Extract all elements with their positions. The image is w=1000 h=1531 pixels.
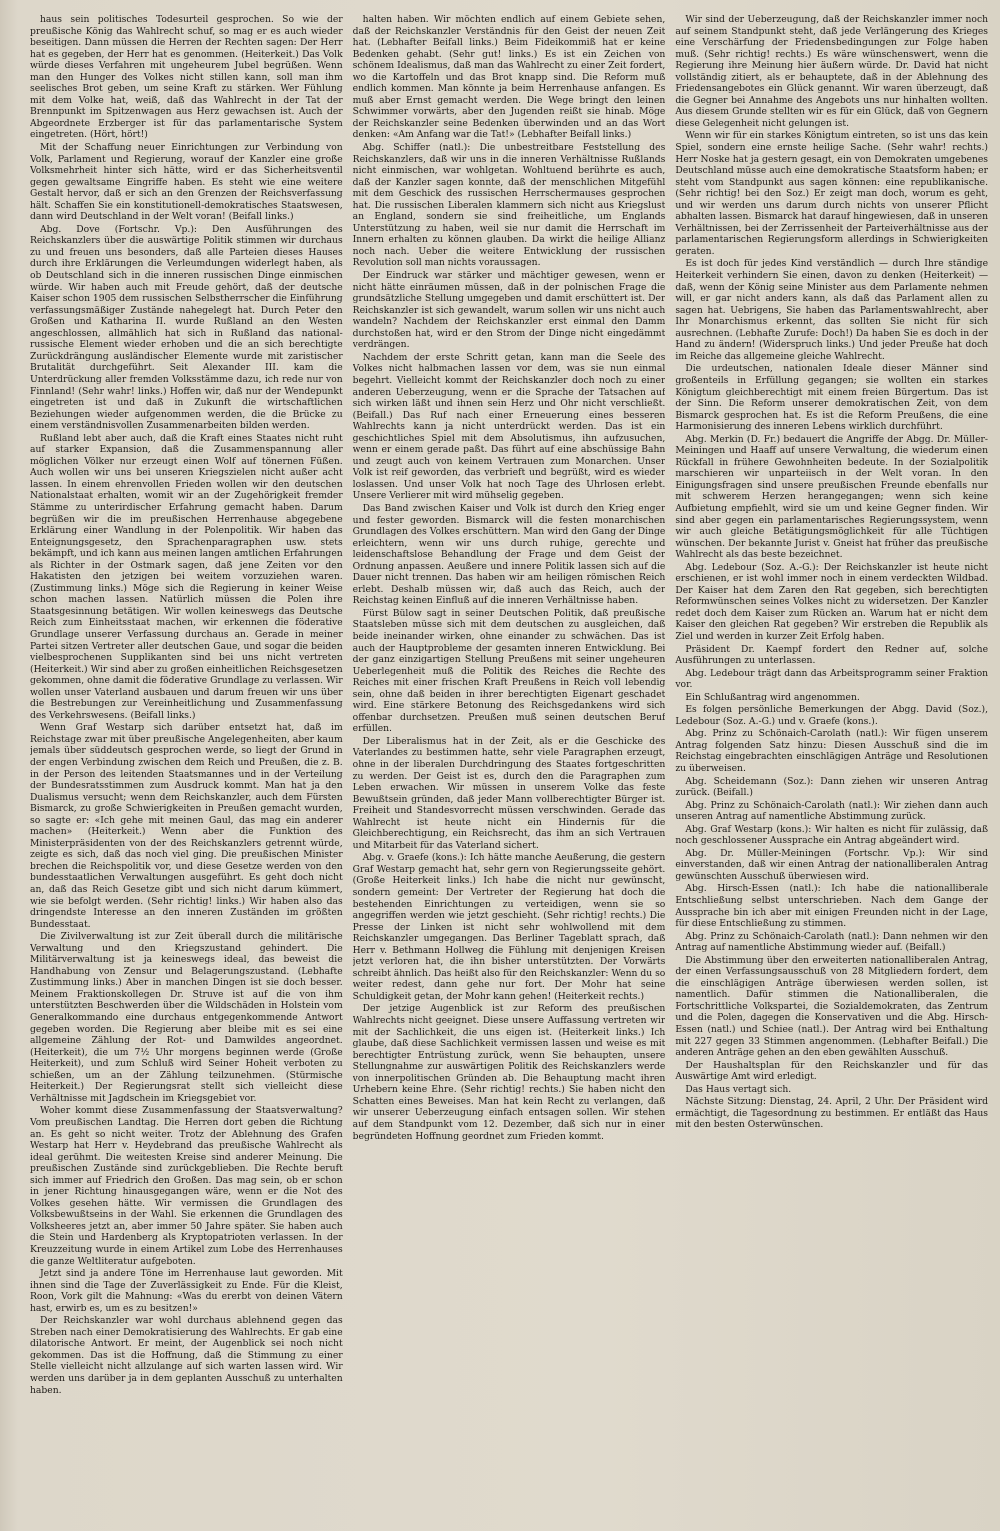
paragraph: Das Haus vertagt sich. — [685, 1083, 792, 1095]
paragraph: Jetzt sind ja andere Töne im Herrenhause laut geworden. Mit ihnen sind die Tage der Zuverlässigkeit zu Ende. Für die Kleist, Roon, Vork gilt die Mahnung: «Was du ererbt von deinen Vätern hast, erwirb es, um es zu besitzen!» — [30, 1268, 343, 1314]
text-columns — [30, 14, 988, 1521]
paragraph: Die Abstimmung über den erweiterten nationalliberalen Antrag, der einen Verfassungsausschuß von 28 Mitgliedern fordert, dem die einschlägigen Anträge überwiesen werden sollen, ist namentlich. Dafür stimmen die Nationalliberalen, die Fortschrittliche Volkspartei, die Sozialdemokraten, das Zentrum und die Polen, dagegen die Konservativen und die Abg. Hirsch-Essen (natl.) und Schiee (natl.). Der Antrag wird bei Enthaltung mit 227 gegen 33 Stimmen angenommen. (Lebhafter Beifall.) Die anderen Anträge gehen an den eben gewählten Ausschuß. — [675, 954, 989, 1059]
paragraph: Abg. Prinz zu Schönaich-Carolath (natl.): Wir fügen unserem Antrag folgenden Satz hinzu: Diesen Ausschuß sind die im Reichstag eingebrachten einschlägigen Anträge und Resolutionen zu überweisen. — [675, 728, 989, 774]
paragraph: Der Reichskanzler war wohl durchaus ablehnend gegen das Streben nach einer Demokratisierung des Wahlrechts. Er gab eine dilatorische Antwort. Er meint, der Augenblick sei noch nicht gekommen. Das ist die Hoffnung, daß die Stimmung zu einer Stelle vielleicht nicht allzulange auf sich warten lassen wird. Wir werden uns darüber ja in dem geplanten Ausschuß zu unterhalten haben. — [30, 1315, 343, 1396]
paragraph: Abg. Scheidemann (Soz.): Dann ziehen wir unseren Antrag zurück. (Beifall.) — [675, 775, 989, 799]
paragraph: Ein Schlußantrag wird angenommen. — [685, 691, 860, 703]
paragraph: Das Band zwischen Kaiser und Volk ist durch den Krieg enger und fester geworden. Bismarck will die festen monarchischen Grundlagen des Volkes erschüttern. Man wird den Gang der Dinge erleichtern, wenn wir uns durch ruhige, gerechte und leidenschaftslose Behandlung der Frage und dem Geist der Ordnung anpassen. Aeußere und innere Politik lassen sich auf die Dauer nicht trennen. Das haben wir am heiligen römischen Reich erlebt. Deshalb müssen wir, daß auch das Reich, auch der Reichstag keinen Einfluß auf die inneren Verhältnisse haben. — [352, 502, 666, 607]
paragraph: Die urdeutschen, nationalen Ideale dieser Männer sind großenteils in Erfüllung gegangen; sie wollten ein starkes Königtum gleichberechtigt mit einem freien Bürgertum. Das ist der Sinn. Die Reform unserer demokratischen Zeit, von dem Bismarck gesprochen hat. Es ist die Reform Preußens, die eine Harmonisierung des inneren Lebens wirklich durchführt. — [675, 363, 989, 433]
paragraph: Abg. v. Graefe (kons.): Ich hätte manche Aeußerung, die gestern Graf Westarp gemacht hat, sehr gern von Regierungsseite gehört. (Große Heiterkeit links.) Ich habe die nicht nur gewünscht, sondern gemeint: Der Vertreter der Regierung hat doch die bestehenden Einrichtungen zu verteidigen, wenn sie so angegriffen werden wie jetzt geschieht. (Sehr richtig! rechts.) Die Presse der Linken ist nicht sehr wohlwollend mit dem Reichskanzler umgegangen. Das Berliner Tageblatt sprach, daß Herr v. Bethmann Hollweg die Fühlung mit denjenigen Kreisen jetzt verloren hat, die ihn bisher unterstützten. Der Vorwärts schreibt ähnlich. Das heißt also für den Reichskanzler: Wenn du so weiter redest, dann gehe nur fort. Der Mohr hat seine Schuldigkeit getan, der Mohr kann gehen! (Heiterkeit rechts.) — [352, 852, 666, 1002]
paragraph: Wenn Graf Westarp sich darüber entsetzt hat, daß im Reichstage zwar mit über preußische Angelegenheiten, aber kaum jemals über süddeutsch gesprochen werde, so liegt der Grund in der engen Verbindung zwischen dem Reich und Preußen, die z. B. in der Person des leitenden Staatsmannes und in der Verteilung der Bundesratsstimmen zum Ausdruck kommt. Man hat ja den Dualismus versucht; wenn dem Reichskanzler, auch dem Fürsten Bismarck, zu große Schwierigkeiten in Preußen gemacht wurden, so sagte er: «Ich gehe mit meinen Gaul, das mag ein anderer machen» (Heiterkeit.) Wenn aber die Funktion des Ministerpräsidenten von der des Reichskanzlers getrennt würde, zeigte es sich, daß das noch viel ging. Die preußischen Minister brechen die Reichspolitik vor, und diese Gesetze werden von den bundesstaatlichen Verwaltungen ausgeführt. Es geht doch nicht an, daß das Reich Gesetze gibt und sich nicht darum kümmert, wie sie befolgt werden. (Sehr richtig! links.) Wir haben also das dringendste Interesse an den inneren Zuständen im größten Bundesstaat. — [30, 722, 343, 930]
paragraph: Abg. Hirsch-Essen (natl.): Ich habe die nationalliberale Entschließung selbst unterschrieben. Nach dem Gange der Aussprache bin ich aber mit einigen Freunden nicht in der Lage, für diese Entschließung zu stimmen. — [675, 883, 989, 930]
paragraph: Abg. Ledebour (Soz. A.-G.): Der Reichskanzler ist heute nicht erschienen, er ist wohl immer noch in einem verdeckten Wildbad. Der Kaiser hat dem Zaren den Rat gegeben, sich berechtigten Reformwünschen seines Volkes nicht zu widersetzen. Der Kanzler redet doch dem Kaiser zum Rücken an. Warum hat er nicht dem Kaiser den gleichen Rat gegeben? Wir erstreben die Republik als Ziel und werden in kurzer Zeit Erfolg haben. — [675, 561, 989, 642]
column-middle — [353, 14, 666, 1521]
paragraph: Fürst Bülow sagt in seiner Deutschen Politik, daß preußische Staatsleben müsse sich mit dem deutschen zu ausgleichen, daß beide ineinander wirken, ohne einander zu schwächen. Das ist auch der Hauptprobleme der gesamten inneren Entwicklung. Bei der ganz einzigartigen Stellung Preußens mit seiner ungeheuren Ueberlegenheit muß die Politik des Reiches die Rechte des Reiches mit einer frischen Kraft Preußens in Reich voll lebendig sein, ohne daß beiden in ihrer berechtigten Eigenart geschadet wird. Eine stärkere Betonung des Reichsgedankens wird sich offenbar durchsetzen. Preußen muß seinen deutschen Beruf erfüllen. — [352, 607, 666, 735]
paragraph: Präsident Dr. Kaempf fordert den Redner auf, solche Ausführungen zu unterlassen. — [675, 643, 989, 667]
paragraph: Nachdem der erste Schritt getan, kann man die Seele des Volkes nicht halbmachen lassen vor dem, was sie nun einmal begehrt. Vielleicht kommt der Reichskanzler doch noch zu einer anderen Ueberzeugung, wenn er die Sprache der Tatsachen auf sich wirken läßt und ihnen sein Herz und Ohr nicht verschließt. (Beifall.) Das Ruf nach einer Erneuerung eines besseren Wahlrechts kann ja nicht unterdrückt werden. Das ist ein geschichtliches Spiel mit dem Absolutismus, ihn aufzusuchen, wenn er einem gerade paßt. Das führt auf eine abschüssige Bahn und zeugt auch von keinem Vertrauen zum Monarchen. Unser Volk ist reif geworden, das verbrieft und begrüßt, wird es wieder loslassen. Und unser Volk hat noch Tage des Uhrlosen erlebt. Unsere Verlierer mit wird mühselig gegeben. — [352, 351, 666, 502]
column-right — [675, 14, 988, 1521]
paragraph: Abg. Prinz zu Schönaich-Carolath (natl.): Wir ziehen dann auch unseren Antrag auf namentliche Abstimmung zurück. — [675, 799, 989, 823]
paragraph: Woher kommt diese Zusammenfassung der Staatsverwaltung? Vom preußischen Landtag. Die Herren dort geben die Richtung an. Es geht so nicht weiter. Trotz der Ablehnung des Grafen Westarp hat Herr v. Heydebrand das preußische Wahlrecht als ideal gerühmt. Die weitesten Kreise sind anderer Meinung. Die preußischen Zustände sind zurückgeblieben. Die Rechte beruft sich immer auf Friedrich den Großen. Das mag sein, ob er schon in jener Richtung hinausgegangen wäre, wenn er die Not des Volkes gesehen hätte. Wir vermissen die Grundlagen des Volksbewußtseins in der Wahl. Sie erkennen die Grundlagen des Volksheeres jetzt an, aber immer 50 Jahre später. Sie haben auch die Stein und Hardenberg als Kryptopatrioten verlassen. In der Kreuzzeitung wurde in einem Artikel zum Lobe des Herrenhauses die ganze Weltliteratur aufgeboten. — [30, 1105, 343, 1267]
paragraph: Nächste Sitzung: Dienstag, 24. April, 2 Uhr. Der Präsident wird ermächtigt, die Tagesordnung zu bestimmen. Er entläßt das Haus mit den besten Osterwünschen. — [675, 1096, 989, 1131]
paragraph: Wenn wir für ein starkes Königtum eintreten, so ist uns das kein Spiel, sondern eine ernste heilige Sache. (Sehr wahr! rechts.) Herr Noske hat ja gestern gesagt, ein von Demokraten umgebenes Deutschland müsse auch eine demokratische Staatsform haben; er steht vom Standpunkt aus sagen können: eine republikanische. (Sehr richtig! bei den Soz.) Er zeigt man doch, worum es geht, und wir werden uns darum durch nichts von unserer Pflicht abhalten lassen. Bismarck hat darauf hingewiesen, daß in unseren Verhältnissen, bei der Zerrissenheit der Parteiverhältnisse aus der parlamentarischen Regierungsform allerdings in Schwierigkeiten geraten. — [675, 130, 989, 257]
paragraph: Es ist doch für jedes Kind verständlich — durch Ihre ständige Heiterkeit verhindern Sie einen, davon zu denken (Heiterkeit) — daß, wenn der König seine Minister aus dem Parlamente nehmen will, er gar nicht anders kann, als daß das Parlament allen zu sagen hat. Uebrigens, Sie haben das Parlamentswahlrecht, aber Ihr Monarchismus erkennt, das sollten Sie nicht für sich ausrechnen. (Lebhafte Zurufe: Doch!) Da haben Sie es doch in der Hand zu ändern! (Widerspruch links.) Und jeder Preuße hat doch im Reiche das allgemeine gleiche Wahlrecht. — [675, 258, 989, 362]
paragraph: Abg. Dove (Fortschr. Vp.): Den Ausführungen des Reichskanzlers über die auswärtige Politik stimmen wir durchaus zu und freuen uns besonders, daß alle Parteien dieses Hauses durch ihre Erklärungen die Verleumdungen widerlegt haben, als ob Deutschland sich in die inneren russischen Dinge einmischen würde. Wir haben auch mit Freude gehört, daß der deutsche Kaiser schon 1905 dem russischen Selbstherrscher die Einführung verfassungsmäßiger Zustände nahegelegt hat. Durch Peter den Großen und Katharina II. wurde Rußland an den Westen angeschlossen, allmählich hat sich in Rußland das national-russische Element wieder erhoben und die an sich berechtigte Zurückdrängung ausländischer Elemente wurde mit zaristischer Brutalität durchgeführt. Seit Alexander III. kam die Unterdrückung aller fremden Volksstämme dazu, ich rede nur von Finnland! (Sehr wahr! links.) Hoffen wir, daß nur der Wendepunkt eingetreten ist und daß in Zukunft die wirtschaftlichen Beziehungen wieder aufgenommen werden, die die Brücke zu einem verständnisvollen Zusammenarbeiten bilden werden. — [30, 223, 343, 432]
paragraph: Abg. Prinz zu Schönaich-Carolath (natl.): Dann nehmen wir den Antrag auf namentliche Abstimmung wieder auf. (Beifall.) — [675, 930, 989, 954]
paragraph: Wir sind der Ueberzeugung, daß der Reichskanzler immer noch auf seinem Standpunkt steht, daß jede Verlängerung des Krieges eine Verschärfung der Friedensbedingungen zur Folge haben muß. (Sehr richtig! rechts.) Es wäre wünschenswert, wenn die Regierung ihre Meinung hier äußern würde. Dr. David hat nicht vollständig zitiert, als er behauptete, daß in der Ablehnung des Friedensangebotes ein Glück genannt. Wir waren überzeugt, daß die Gegner bei Annahme des Angebots uns nur hinhalten wollten. Aus diesem Grunde stellten wir es für ein Glück, daß von Gegnern diese Gelegenheit nicht gelungen ist. — [675, 14, 989, 129]
paragraph: Abg. Ledebour trägt dann das Arbeitsprogramm seiner Fraktion vor. — [675, 667, 989, 691]
paragraph: halten haben. Wir möchten endlich auf einem Gebiete sehen, daß der Reichskanzler Verständnis für den Geist der neuen Zeit hat. (Lebhafter Beifall links.) Beim Fideikommiß hat er keine Bedenken gehabt. (Sehr gut! links.) Es ist ein Zeichen von schönem Idealismus, daß man das Wahlrecht zu einer Zeit fordert, wo die Kartoffeln und das Brot knapp sind. Die Reform muß endlich kommen. Man könnte ja beim Herrenhause anfangen. Es muß aber Ernst gemacht werden. Die Wege bringt den leinen Schwimmer vorwärts, aber den Jugenden reißt sie hinab. Möge der Reichskanzler seine Bedenken überwinden und an das Wort denken: «Am Anfang war die Tat!» (Lebhafter Beifall links.) — [352, 14, 666, 141]
column-left — [30, 14, 343, 1521]
paragraph: Es folgen persönliche Bemerkungen der Abgg. David (Soz.), Ledebour (Soz. A.-G.) und v. Graefe (kons.). — [675, 704, 989, 727]
paragraph: haus sein politisches Todesurteil gesprochen. So wie der preußische König das Wahlrecht schuf, so mag er es auch wieder beseitigen. Dann müssen die Herren der Rechten sagen: Der Herr hat es gegeben, der Herr hat es genommen. (Heiterkeit.) Das Volk würde dieses Verfahren mit ungeheurem Jubel begrüßen. Wenn man den Hunger des Volkes nicht stillen kann, soll man ihm seelisches Brot geben, um seine Kraft zu stärken. Wer Fühlung mit dem Volke hat, weiß, daß das Wahlrecht in der Tat der Brennpunkt im Spitzenwagen aus Herz gewachsen ist. Auch der Abgeordnete Erzberger ist für das parlamentarische System eingetreten. (Hört, hört!) — [30, 14, 343, 141]
paragraph: Abg. Merkin (D. Fr.) bedauert die Angriffe der Abgg. Dr. Müller-Meiningen und Haaff auf unsere Verwaltung, die wiederum einen Rückfall in frühere Gewohnheiten bedeute. In der Sozialpolitik marschieren wir unparteiisch in der Welt voran. In den Einigungsfragen sind unsere preußischen Freunde ebenfalls nur mit schwerem Herzen herangegangen; wenn sich keine Aufbietung empfiehlt, wird sie um und keine Gegner finden. Wir sind aber gegen ein parlamentarisches Regierungssystem, wenn wir auch gleiche Betätigungsmöglichkeit für alle Tüchtigen wünschen. Der bekannte Jurist v. Gneist hat früher das preußische Wahlrecht als das beste bezeichnet. — [675, 433, 989, 561]
paragraph: Abg. Graf Westarp (kons.): Wir halten es nicht für zulässig, daß noch geschlossener Aussprache ein Antrag abgeändert wird. — [675, 823, 989, 847]
paragraph: Abg. Schiffer (natl.): Die unbestreitbare Feststellung des Reichskanzlers, daß wir uns in die inneren Verhältnisse Rußlands nicht einmischen, war wohlgetan. Wohltuend berührte es auch, daß der Kanzler sagen konnte, daß der menschlichen Mitgefühl mit dem Geschick des russischen Herrschermauses gesprochen hat. Die russischen Liberalen klammern sich nicht aus Kriegslust an England, sondern sie sind freiheitliche, um Englands Unterstützung zu haben, weil sie nur damit die Herrschaft im Innern erhalten zu können glauben. Da wirkt die heilige Allianz noch nach. Ueber die weitere Entwicklung der russischen Revolution soll man nichts voraussagen. — [352, 142, 666, 269]
paragraph: Der Haushaltsplan für den Reichskanzler und für das Auswärtige Amt wird erledigt. — [675, 1059, 989, 1083]
paragraph: Abg. Dr. Müller-Meiningen (Fortschr. Vp.): Wir sind einverstanden, daß wir einen Antrag der nationalliberalen Antrag gewünschten Ausschuß überwiesen wird. — [675, 847, 989, 882]
paragraph: Die Zivilverwaltung ist zur Zeit überall durch die militärische Verwaltung und den Kriegszustand gehindert. Die Militärverwaltung ist ja keineswegs ideal, das beweist die Handhabung von Zensur und Belagerungszustand. (Lebhafte Zustimmung links.) Aber in manchen Dingen ist sie doch besser. Meinem Fraktionskollegen Dr. Struve ist auf die von ihm unterstützten Beschwerden über die Wildschäden in Holstein vom Generalkommando eine durchaus entgegenkommende Antwort gegeben worden. Die Regierung aber bleibe mit es sei eine allgemeine Zählung der Rot- und Damwildes angeordnet. (Heiterkeit), die um 7½ Uhr morgens beginnen werde (Große Heiterkeit), und zum Schluß wird Seiner Hoheit verboten zu schießen, um an der Zählung teilzunehmen. (Stürmische Heiterkeit.) Der Regierungsrat stellt sich vielleicht diese Verhältnisse mit Jagdschein im Kriegsgebiet vor. — [30, 931, 343, 1104]
paragraph: Rußland lebt aber auch, daß die Kraft eines Staates nicht ruht auf starker Expansion, daß die Zusammenspannung aller möglichen Völker nur erzeugt einen Wolf auf tönernen Füßen. Auch wollen wir uns bei unseren Kriegszielen nicht außer acht lassen. In einem ehrenvollen Frieden wollen wir den deutschen Nationalstaat erhalten, womit wir an der Zugehörigkeit fremder Stämme zu unterirdischer Erfahrung gemacht haben. Darum begrüßen wir die im preußischen Herrenhause abgegebene Erklärung einer Wandlung in der Polenpolitik. Wir haben das Enteignungsgesetz, den Sprachenparagraphen usw. stets bekämpft, und ich kann aus meinen langen amtlichen Erfahrungen als Richter in der Ostmark sagen, daß jene Zeiten vor den Hakatisten den jetzigen bei weitem vorzuziehen waren. (Zustimmung links.) Möge sich die Regierung in keiner Weise schon machen lassen. Natürlich müssen die Polen ihre Staatsgesinnung betätigen. Wir wollen keineswegs das Deutsche Reich zum Einheitsstaat machen, wir erkennen die föderative Grundlage unserer Verfassung durchaus an. Gerade in meiner Partei sitzen Vertreter aller deutschen Gaue, und sogar die beiden vielbesprochenen Supplikanten sind bei uns nicht vertreten (Heiterkeit.) Wir sind aber zu großen einheitlichen Reichsgesetzen gekommen, ohne damit die föderative Grundlage zu verlassen. Wir wollen unser Vaterland ausbauen und darum freuen wir uns über die Bestrebungen zur Vereinheitlichung und Zusammenfassung des Verkehrswesens. (Beifall links.) — [30, 432, 343, 721]
paragraph: Der Liberalismus hat in der Zeit, als er die Geschicke des Vaterlandes zu bestimmen hatte, sehr viele Paragraphen erzeugt, ohne in der liberalen Durchdringung des Staates fortgeschritten zu werden. Der Geist ist es, durch den die Paragraphen zum Leben erwachen. Wir müssen in unserem Volke das feste Bewußtsein gründen, daß jeder Mann vollberechtigter Bürger ist. Freiheit und Standesvorrecht müssen verschwinden. Gerade das Wahlrecht ist heute nicht ein Hindernis für die Gleichberechtigung, ein Reichsrecht, das ihm an sich Vertrauen und Mitarbeit für das Vaterland sichert. — [352, 735, 666, 851]
paragraph: Mit der Schaffung neuer Einrichtungen zur Verbindung von Volk, Parlament und Regierung, worauf der Kanzler eine große Volksmehrheit hinter sich hätte, wird er das Sicherheitsventil gegen gewaltsame Eingriffe haben. Es steht wie eine weitere Gestalt hervor, daß er sich an den Grenzen der Reichsverfassung hält. Schaffen Sie ein konstitutionell-demokratisches Staatswesen, dann wird Deutschland in der Welt voran! (Beifall links.) — [30, 142, 343, 223]
paragraph: Der jetzige Augenblick ist zur Reform des preußischen Wahlrechts nicht geeignet. Diese unsere Auffassung vertreten wir mit der Sachlichkeit, die uns eigen ist. (Heiterkeit links.) Ich glaube, daß diese Sachlichkeit vermissen lassen und weise es mit berechtigter Entrüstung zurück, wenn Sie behaupten, unsere Stellungnahme zur auswärtigen Politik des Reichskanzlers werde von innerpolitischen Gründen ab. Die Behauptung macht ihren Urhebern keine Ehre. (Sehr richtig! rechts.) Sie haben nicht den Schatten eines Beweises. Man hat kein Recht zu verlangen, daß wir unserer Ueberzeugung einfach entsagen sollen. Wir stehen auf dem Standpunkt vom 12. Dezember, daß sich nur in einer begründeten Hoffnung geordnet zum Frieden kommt. — [352, 1003, 666, 1142]
paragraph: Der Eindruck war stärker und mächtiger gewesen, wenn er nicht hätte einräumen müssen, daß in der polnischen Frage die grundsätzliche Stellung umgegeben und damit erschüttert ist. Der Reichskanzler ist sich gewandelt, warum sollen wir uns nicht auch wandeln? Nachdem der Reichskanzler erst einmal den Damm durchstoßen hat, wird er den Strom der Dinge nicht eingedämmt verdrängen. — [352, 270, 666, 351]
